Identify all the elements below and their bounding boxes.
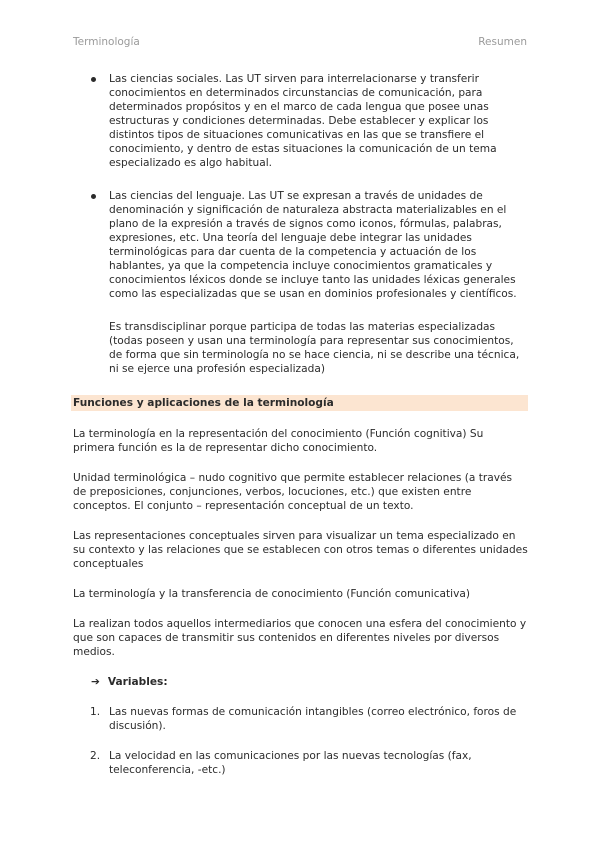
paragraph: La terminología y la transferencia de conocimiento (Función comunicativa): [73, 588, 471, 600]
paragraph: La terminología en la representación del conocimiento (Función cognitiva) Su primera función es la de representar dicho conocimiento.: [73, 428, 484, 454]
header-title: Terminología: [73, 36, 140, 48]
list-item-text: Las nuevas formas de comunicación intangibles (correo electrónico, foros de discusión).: [109, 706, 517, 732]
page-header: [73, 36, 527, 48]
numbered-list-item: [73, 705, 528, 733]
arrow-list-item: [73, 675, 528, 689]
bullet-item: Las ciencias sociales. Las UT sirven para interrelacionarse y transferir conocimientos en determinados circunstancias de comunicación, para determinados propósitos y en el marco de cada lengua que posee unas estructuras y condiciones determinadas. Debe establecer y explicar los distintos tipos de situaciones comunicativas en las que se transfiere el conocimiento, y dentro de estas situaciones la comunicación de un tema especializado es algo habitual.: [73, 72, 528, 170]
list-item-text: La velocidad en las comunicaciones por las nuevas tecnologías (fax, teleconferencia, -etc.): [109, 750, 472, 776]
arrow-icon: ➔: [91, 676, 100, 688]
document-body: [73, 72, 528, 793]
paragraph: Unidad terminológica – nudo cognitivo que permite establecer relaciones (a través de preposiciones, conjunciones, verbos, locuciones, etc.) que existen entre conceptos. El conjunto – representación conceptual de un texto.: [73, 472, 513, 512]
indented-paragraph: Es transdisciplinar porque participa de todas las materias especializadas (todas poseen y usan una terminología para representar sus conocimientos, de forma que sin terminología no se hace ciencia, ni se describe una técnica, ni se ejerce una profesión especializada): [109, 321, 520, 375]
section-heading: Funciones y aplicaciones de la terminología: [71, 395, 528, 411]
numbered-list-item: [73, 749, 528, 777]
list-number: 1.: [90, 706, 101, 718]
arrow-item-label: Variables:: [107, 676, 168, 688]
bullet-item: Las ciencias del lenguaje. Las UT se expresan a través de unidades de denominación y significación de naturaleza abstracta materializables en el plano de la expresión a través de signos como iconos, fórmulas, palabras, expresiones, etc. Una teoría del lenguaje debe integrar las unidades terminológicas para dar cuenta de la competencia y actuación de los hablantes, ya que la competencia incluye conocimientos gramaticales y conocimientos léxicos donde se incluye tanto las unidades léxicas generales como las especializadas que se usan en dominios profesionales y científicos.: [73, 189, 528, 301]
header-section: Resumen: [478, 36, 527, 48]
list-number: 2.: [90, 750, 101, 762]
paragraph: La realizan todos aquellos intermediarios que conocen una esfera del conocimiento y que son capaces de transmitir sus contenidos en diferentes niveles por diversos medios.: [73, 618, 527, 658]
paragraph: Las representaciones conceptuales sirven para visualizar un tema especializado en su contexto y las relaciones que se establecen con otros temas o diferentes unidades conceptuales: [73, 530, 528, 570]
